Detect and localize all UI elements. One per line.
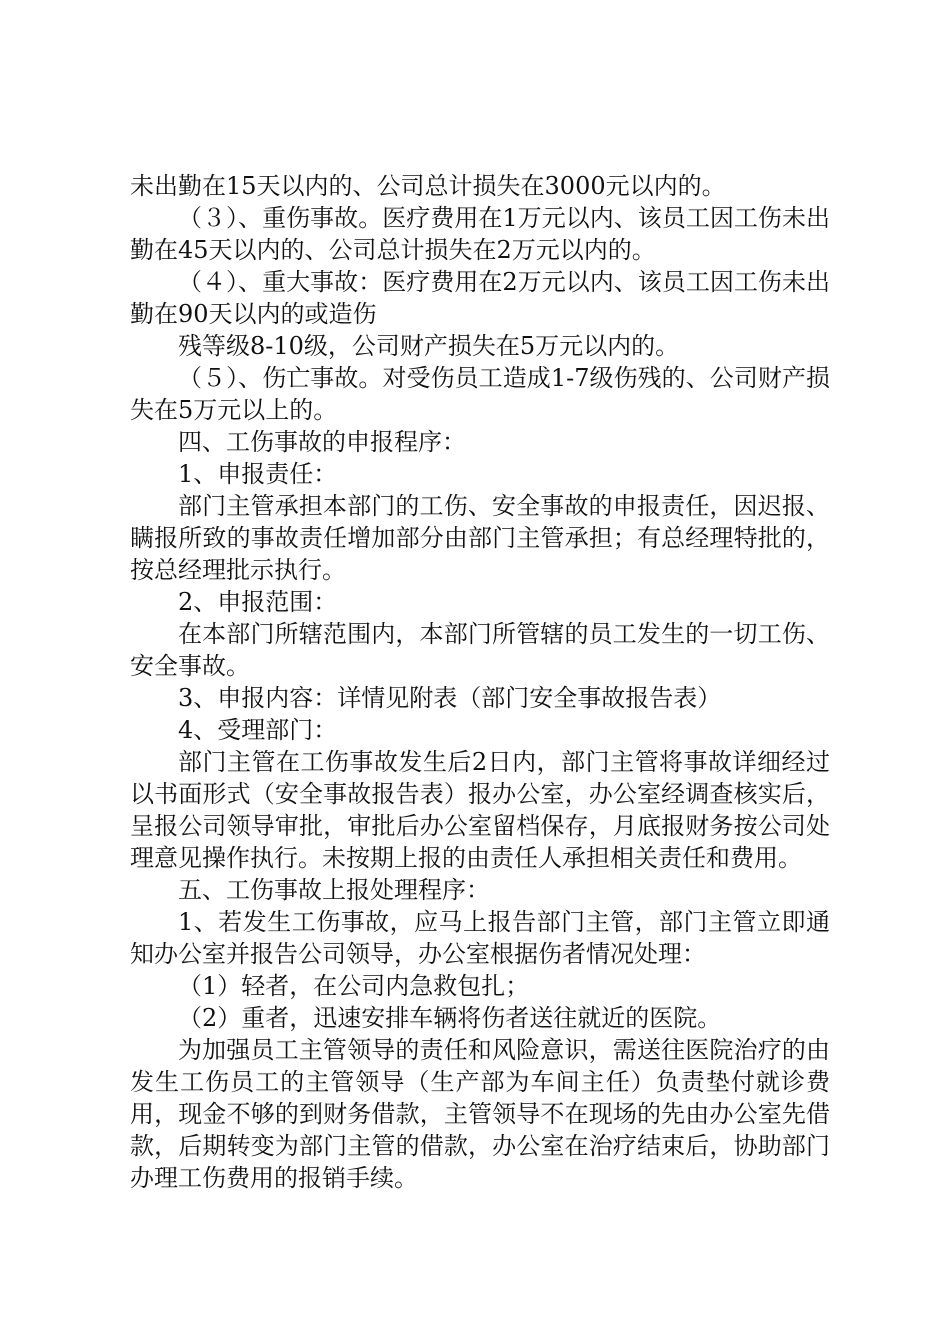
- paragraph-fatal-accident: （５）、伤亡事故。对受伤员工造成1-7级伤残的、公司财产损失在5万元以上的。: [130, 364, 830, 424]
- subheading-receiving-department: 4、受理部门：: [178, 716, 338, 744]
- document-body: [130, 170, 830, 1194]
- paragraph-handling-step-one: 1、若发生工伤事故，应马上报告部门主管，部门主管立即通知办公室并报告公司领导，办公室根据伤者情况处理：: [130, 908, 830, 968]
- paragraph-reporting-scope: 在本部门所辖范围内，本部门所管辖的员工发生的一切工伤、安全事故。: [130, 620, 830, 680]
- paragraph-receiving-department: 部门主管在工伤事故发生后2日内，部门主管将事故详细经过以书面形式（安全事故报告表）报办公室，办公室经调查核实后，呈报公司领导审批，审批后办公室留档保存，月底报财务按公司处理意见操作执行。未按期上报的由责任人承担相关责任和费用。: [130, 748, 830, 872]
- subheading-reporting-scope: 2、申报范围：: [178, 588, 338, 616]
- section-heading-handling-procedure: 五、工伤事故上报处理程序：: [178, 876, 490, 904]
- paragraph-minor-accident-tail: 未出勤在15天以内的、公司总计损失在3000元以内的。: [130, 172, 726, 200]
- paragraph-advance-payment: 为加强员工主管领导的责任和风险意识，需送往医院治疗的由发生工伤员工的主管领导（生产部为车间主任）负责垫付就诊费用，现金不够的到财务借款，主管领导不在现场的先由办公室先借款，后期转变为部门主管的借款，办公室在治疗结束后，协助部门办理工伤费用的报销手续。: [130, 1036, 830, 1192]
- paragraph-major-accident: （４）、重大事故：医疗费用在2万元以内、该员工因工伤未出勤在90天以内的或造伤: [130, 268, 830, 328]
- subheading-reporting-responsibility: 1、申报责任：: [178, 460, 338, 488]
- section-heading-reporting-procedure: 四、工伤事故的申报程序：: [178, 428, 466, 456]
- paragraph-reporting-responsibility: 部门主管承担本部门的工伤、安全事故的申报责任，因迟报、瞒报所致的事故责任增加部分由部门主管承担；有总经理特批的，按总经理批示执行。: [130, 492, 830, 584]
- paragraph-reporting-content: 3、申报内容：详情见附表（部门安全事故报告表）: [178, 684, 722, 712]
- paragraph-serious-injury: （３）、重伤事故。医疗费用在1万元以内、该员工因工伤未出勤在45天以内的、公司总计损失在2万元以内的。: [130, 204, 830, 264]
- paragraph-disability-level: 残等级8-10级，公司财产损失在5万元以内的。: [178, 332, 680, 360]
- paragraph-minor-case: （1）轻者，在公司内急救包扎；: [178, 972, 530, 1000]
- paragraph-severe-case: （2）重者，迅速安排车辆将伤者送往就近的医院。: [178, 1004, 722, 1032]
